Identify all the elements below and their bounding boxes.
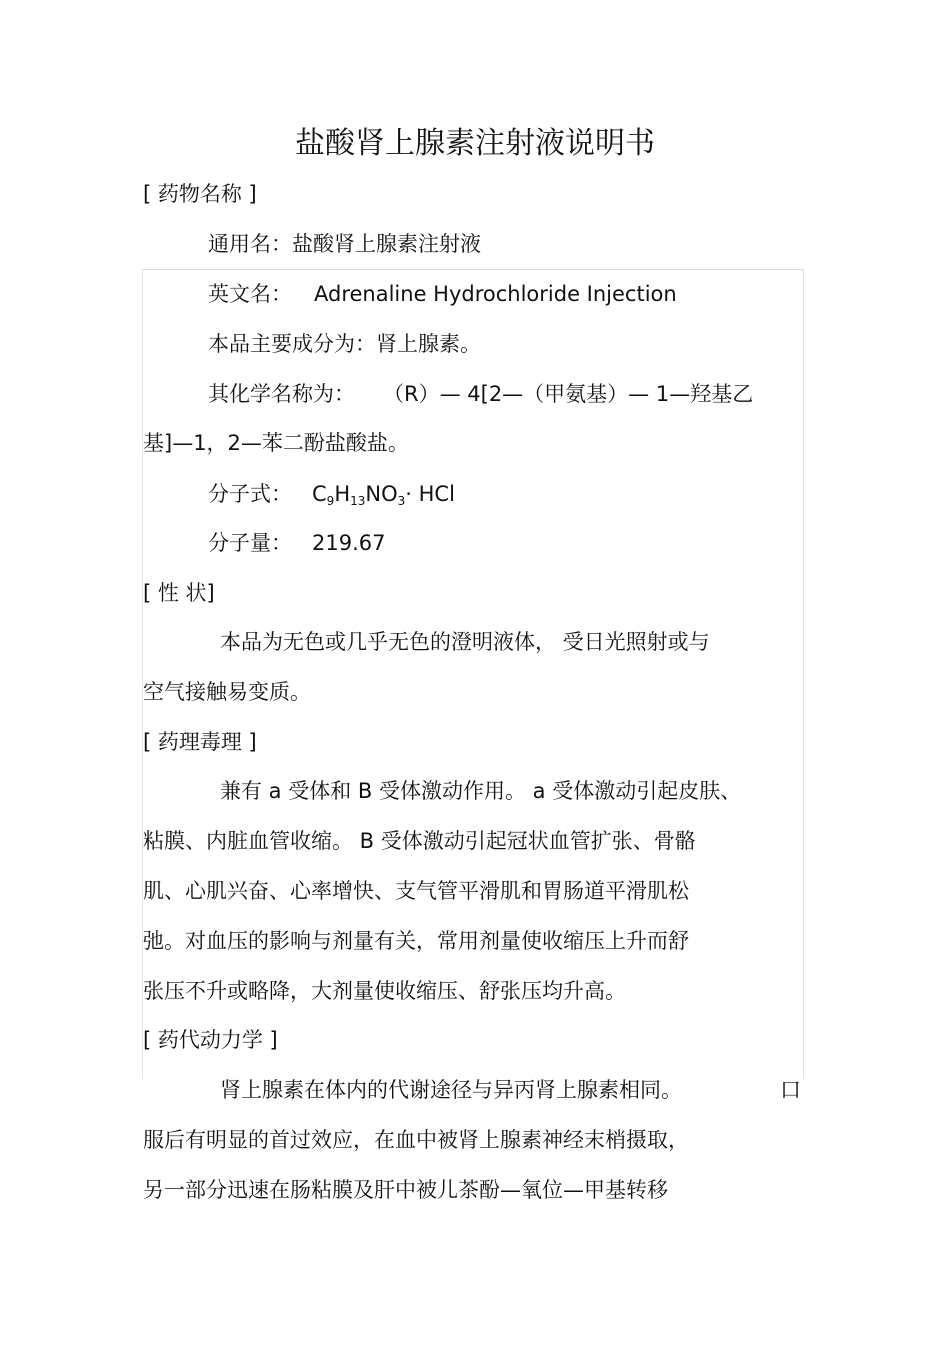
chemical-name-line-1 xyxy=(208,379,753,409)
formula-o-subscript: 3 xyxy=(397,494,406,508)
pharmacology-line-2: 粘膜、内脏血管收缩。 B 受体激动引起冠状血管扩张、骨骼 xyxy=(143,829,696,853)
molecular-formula xyxy=(312,482,455,506)
section-heading-pharmacokinetics: [ 药代动力学 ] xyxy=(143,1028,278,1052)
molecular-formula-line xyxy=(208,479,455,512)
properties-line-1: 本品为无色或几乎无色的澄明液体， 受日光照射或与 xyxy=(220,630,710,654)
pharmacokinetics-line-1-end: 口 xyxy=(780,1078,801,1102)
section-heading-pharmacology: [ 药理毒理 ] xyxy=(143,730,257,754)
english-name-label: 英文名： xyxy=(208,282,292,306)
section-heading-drug-name: [ 药物名称 ] xyxy=(143,182,257,206)
document-title: 盐酸肾上腺素注射液说明书 xyxy=(295,126,655,161)
main-ingredient: 本品主要成分为：肾上腺素。 xyxy=(208,332,481,356)
formula-c: C xyxy=(312,482,327,506)
molecular-weight-value: 219.67 xyxy=(312,531,386,555)
chemical-name-label: 其化学名称为： xyxy=(208,382,355,406)
pharmacokinetics-line-3: 另一部分迅速在肠粘膜及肝中被儿茶酚—氧位—甲基转移 xyxy=(143,1178,668,1202)
properties-line-2: 空气接触易变质。 xyxy=(143,680,311,704)
pharmacology-line-3: 肌、心肌兴奋、心率增快、支气管平滑肌和胃肠道平滑肌松 xyxy=(143,879,689,903)
pharmacology-line-4: 弛。对血压的影响与剂量有关，常用剂量使收缩压上升而舒 xyxy=(143,929,689,953)
molecular-formula-label: 分子式： xyxy=(208,482,292,506)
formula-hcl: · HCl xyxy=(405,482,455,506)
chemical-name-line-2: 基]—1，2—苯二酚盐酸盐。 xyxy=(143,431,409,455)
pharmacology-line-5: 张压不升或略降，大剂量使收缩压、舒张压均升高。 xyxy=(143,979,626,1003)
formula-h-subscript: 13 xyxy=(350,494,366,508)
formula-no: NO xyxy=(365,482,398,506)
molecular-weight-label: 分子量： xyxy=(208,531,292,555)
english-name-value: Adrenaline Hydrochloride Injection xyxy=(314,282,677,306)
molecular-weight-line xyxy=(208,528,385,558)
pharmacokinetics-line-2: 服后有明显的首过效应，在血中被肾上腺素神经末梢摄取， xyxy=(143,1128,689,1152)
generic-name: 通用名：盐酸肾上腺素注射液 xyxy=(208,232,481,256)
pharmacology-line-1: 兼有 a 受体和 B 受体激动作用。 a 受体激动引起皮肤、 xyxy=(220,779,742,803)
formula-c-subscript: 9 xyxy=(326,494,335,508)
english-name-line xyxy=(208,279,677,309)
chemical-name-value: （R）— 4[2—（甲氨基）— 1—羟基乙 xyxy=(383,382,754,406)
pharmacokinetics-line-1: 肾上腺素在体内的代谢途径与异丙肾上腺素相同。 xyxy=(220,1078,682,1102)
section-heading-properties: [ 性 状] xyxy=(143,581,215,605)
formula-h: H xyxy=(334,482,351,506)
